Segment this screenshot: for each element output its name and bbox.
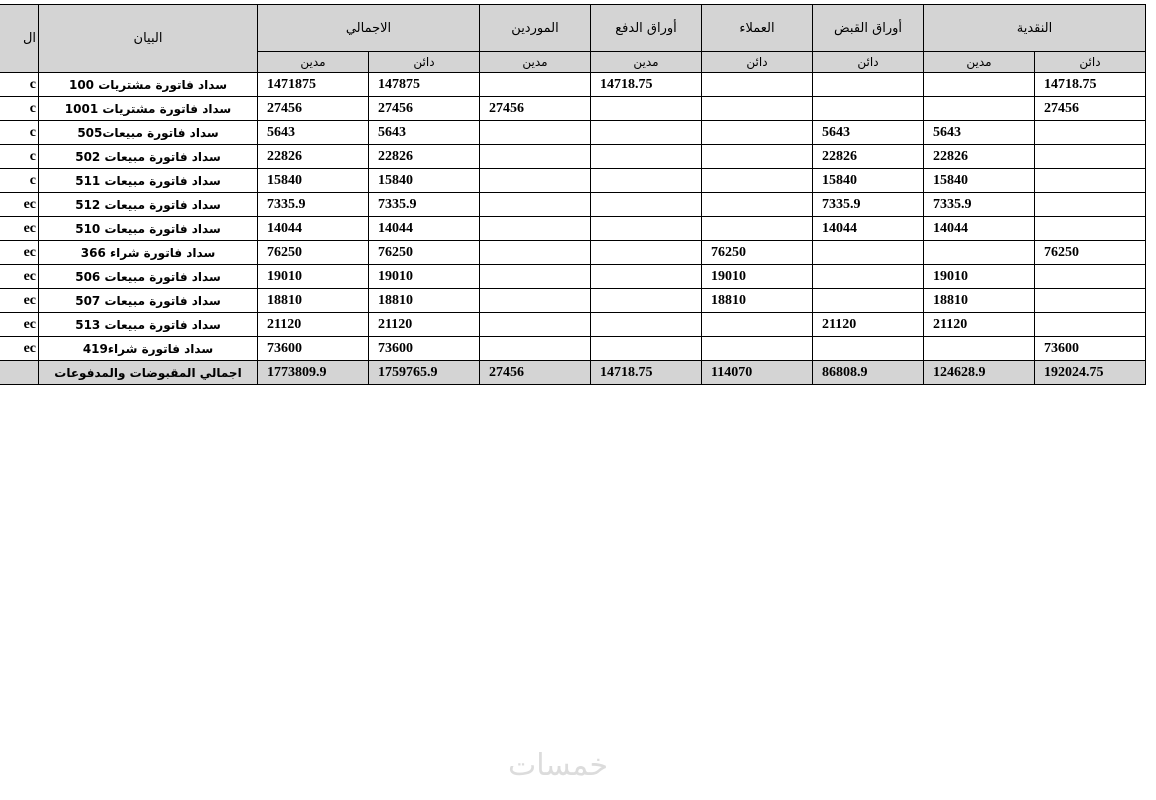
date-cell: c (0, 97, 39, 121)
total-receivables-credit-cell: 86808.9 (813, 361, 924, 385)
table-row (0, 145, 1146, 169)
header-total-credit: دائن (369, 52, 480, 73)
customers-credit-cell (702, 193, 813, 217)
suppliers-debit-cell (480, 289, 591, 313)
total-debit-cell: 73600 (258, 337, 369, 361)
total-credit-cell: 73600 (369, 337, 480, 361)
cash-debit-cell: 5643 (924, 121, 1035, 145)
customers-credit-cell (702, 97, 813, 121)
header-customers: العملاء (702, 5, 813, 52)
payables-debit-cell (591, 169, 702, 193)
cash-debit-cell (924, 337, 1035, 361)
description-cell: سداد فاتورة مبيعات 511 (39, 169, 258, 193)
suppliers-debit-cell (480, 265, 591, 289)
table-row (0, 289, 1146, 313)
total-credit-cell: 147875 (369, 73, 480, 97)
cash-credit-cell: 14718.75 (1035, 73, 1146, 97)
header-suppliers-debit: مدين (480, 52, 591, 73)
customers-credit-cell: 76250 (702, 241, 813, 265)
total-debit-cell: 19010 (258, 265, 369, 289)
date-cell: c (0, 121, 39, 145)
suppliers-debit-cell (480, 193, 591, 217)
payables-debit-cell (591, 145, 702, 169)
total-debit-cell: 1471875 (258, 73, 369, 97)
suppliers-debit-cell (480, 73, 591, 97)
payables-debit-cell (591, 337, 702, 361)
header-row-groups (0, 5, 1146, 52)
table-row (0, 121, 1146, 145)
suppliers-debit-cell (480, 241, 591, 265)
cash-credit-cell (1035, 193, 1146, 217)
description-cell: سداد فاتورة مبيعات 502 (39, 145, 258, 169)
cash-debit-cell (924, 73, 1035, 97)
date-cell: ec (0, 265, 39, 289)
total-description-cell: اجمالي المقبوضات والمدفوعات (39, 361, 258, 385)
total-debit-cell: 15840 (258, 169, 369, 193)
payables-debit-cell (591, 97, 702, 121)
receivables-credit-cell: 22826 (813, 145, 924, 169)
receivables-credit-cell (813, 73, 924, 97)
cash-debit-cell: 21120 (924, 313, 1035, 337)
date-cell: ec (0, 337, 39, 361)
table-row (0, 217, 1146, 241)
receivables-credit-cell (813, 265, 924, 289)
description-cell: سداد فاتورة مبيعات 506 (39, 265, 258, 289)
cash-credit-cell: 27456 (1035, 97, 1146, 121)
suppliers-debit-cell (480, 169, 591, 193)
header-cash-credit: دائن (1035, 52, 1146, 73)
date-cell: c (0, 145, 39, 169)
receivables-credit-cell: 14044 (813, 217, 924, 241)
description-cell: سداد فاتورة مبيعات 507 (39, 289, 258, 313)
total-debit-cell: 14044 (258, 217, 369, 241)
date-cell: ec (0, 313, 39, 337)
cash-credit-cell (1035, 265, 1146, 289)
header-receivables: أوراق القبض (813, 5, 924, 52)
total-cash-debit-cell: 124628.9 (924, 361, 1035, 385)
total-debit-cell: 18810 (258, 289, 369, 313)
date-cell: ec (0, 241, 39, 265)
table-row (0, 193, 1146, 217)
cash-credit-cell (1035, 169, 1146, 193)
cash-debit-cell: 7335.9 (924, 193, 1035, 217)
receivables-credit-cell (813, 241, 924, 265)
header-date: ال (0, 5, 39, 73)
description-cell: سداد فاتورة مبيعات 512 (39, 193, 258, 217)
receivables-credit-cell (813, 97, 924, 121)
header-payables: أوراق الدفع (591, 5, 702, 52)
customers-credit-cell: 19010 (702, 265, 813, 289)
journal-table (0, 4, 1146, 385)
description-cell: سداد فاتورة شراء419 (39, 337, 258, 361)
receivables-credit-cell: 5643 (813, 121, 924, 145)
cash-credit-cell (1035, 313, 1146, 337)
payables-debit-cell (591, 217, 702, 241)
date-cell: ec (0, 193, 39, 217)
cash-credit-cell (1035, 121, 1146, 145)
date-cell: ec (0, 217, 39, 241)
cash-credit-cell: 76250 (1035, 241, 1146, 265)
table-row (0, 241, 1146, 265)
description-cell: سداد فاتورة مبيعات505 (39, 121, 258, 145)
customers-credit-cell (702, 313, 813, 337)
header-receivables-credit: دائن (813, 52, 924, 73)
table-row (0, 265, 1146, 289)
payables-debit-cell (591, 265, 702, 289)
total-credit-cell: 7335.9 (369, 193, 480, 217)
payables-debit-cell (591, 193, 702, 217)
receivables-credit-cell (813, 337, 924, 361)
date-cell: ec (0, 289, 39, 313)
total-suppliers-debit-cell: 27456 (480, 361, 591, 385)
cash-debit-cell (924, 97, 1035, 121)
receivables-credit-cell (813, 289, 924, 313)
customers-credit-cell (702, 145, 813, 169)
total-debit-cell: 5643 (258, 121, 369, 145)
total-debit-cell: 76250 (258, 241, 369, 265)
total-credit-cell: 27456 (369, 97, 480, 121)
header-cash-debit: مدين (924, 52, 1035, 73)
date-cell: c (0, 73, 39, 97)
suppliers-debit-cell (480, 337, 591, 361)
suppliers-debit-cell (480, 313, 591, 337)
table-body (0, 73, 1146, 385)
payables-debit-cell (591, 313, 702, 337)
customers-credit-cell (702, 121, 813, 145)
date-cell: c (0, 169, 39, 193)
total-customers-credit-cell: 114070 (702, 361, 813, 385)
header-customers-credit: دائن (702, 52, 813, 73)
total-credit-cell: 14044 (369, 217, 480, 241)
table-row (0, 337, 1146, 361)
header-total-debit: مدين (258, 52, 369, 73)
table-row (0, 97, 1146, 121)
total-payables-debit-cell: 14718.75 (591, 361, 702, 385)
cash-debit-cell: 22826 (924, 145, 1035, 169)
cash-debit-cell (924, 241, 1035, 265)
suppliers-debit-cell: 27456 (480, 97, 591, 121)
description-cell: سداد فاتورة مشتريات 1001 (39, 97, 258, 121)
total-debit-cell: 27456 (258, 97, 369, 121)
payables-debit-cell (591, 121, 702, 145)
cash-credit-cell (1035, 145, 1146, 169)
total-credit-cell: 5643 (369, 121, 480, 145)
description-cell: سداد فاتورة مبيعات 513 (39, 313, 258, 337)
total-credit-cell: 22826 (369, 145, 480, 169)
suppliers-debit-cell (480, 217, 591, 241)
description-cell: سداد فاتورة مشتريات 100 (39, 73, 258, 97)
payables-debit-cell (591, 241, 702, 265)
total-total-credit-cell: 1759765.9 (369, 361, 480, 385)
cash-credit-cell: 73600 (1035, 337, 1146, 361)
total-credit-cell: 18810 (369, 289, 480, 313)
header-suppliers: الموردين (480, 5, 591, 52)
suppliers-debit-cell (480, 121, 591, 145)
customers-credit-cell (702, 217, 813, 241)
header-description: البيان (39, 5, 258, 73)
payables-debit-cell: 14718.75 (591, 73, 702, 97)
total-row (0, 361, 1146, 385)
table-row (0, 313, 1146, 337)
cash-debit-cell: 14044 (924, 217, 1035, 241)
watermark-logo: خمسات (508, 748, 609, 783)
cash-credit-cell (1035, 289, 1146, 313)
receivables-credit-cell: 7335.9 (813, 193, 924, 217)
customers-credit-cell (702, 337, 813, 361)
suppliers-debit-cell (480, 145, 591, 169)
description-cell: سداد فاتورة مبيعات 510 (39, 217, 258, 241)
customers-credit-cell: 18810 (702, 289, 813, 313)
total-debit-cell: 7335.9 (258, 193, 369, 217)
total-credit-cell: 15840 (369, 169, 480, 193)
cash-debit-cell: 19010 (924, 265, 1035, 289)
header-cash: النقدية (924, 5, 1146, 52)
header-payables-debit: مدين (591, 52, 702, 73)
description-cell: سداد فاتورة شراء 366 (39, 241, 258, 265)
header-total: الاجمالي (258, 5, 480, 52)
total-credit-cell: 19010 (369, 265, 480, 289)
cash-debit-cell: 15840 (924, 169, 1035, 193)
table-row (0, 169, 1146, 193)
payables-debit-cell (591, 289, 702, 313)
total-total-debit-cell: 1773809.9 (258, 361, 369, 385)
customers-credit-cell (702, 73, 813, 97)
receivables-credit-cell: 21120 (813, 313, 924, 337)
total-cash-credit-cell: 192024.75 (1035, 361, 1146, 385)
cash-credit-cell (1035, 217, 1146, 241)
total-credit-cell: 76250 (369, 241, 480, 265)
receivables-credit-cell: 15840 (813, 169, 924, 193)
total-debit-cell: 22826 (258, 145, 369, 169)
table-row (0, 73, 1146, 97)
total-debit-cell: 21120 (258, 313, 369, 337)
cash-debit-cell: 18810 (924, 289, 1035, 313)
total-credit-cell: 21120 (369, 313, 480, 337)
total-date-cell (0, 361, 39, 385)
customers-credit-cell (702, 169, 813, 193)
